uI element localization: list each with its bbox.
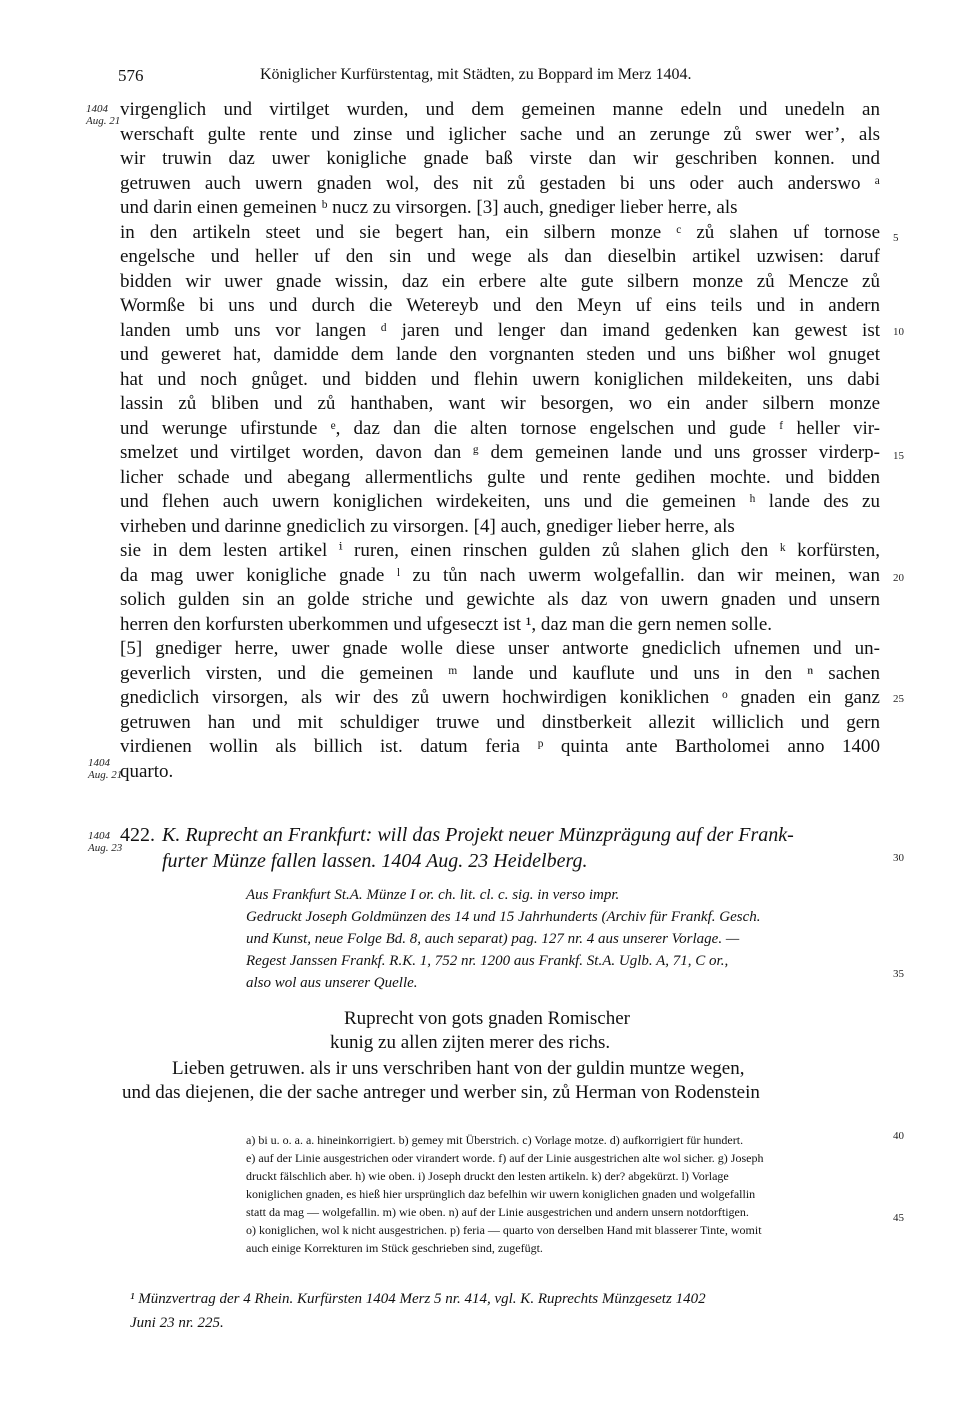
footnote: auch einige Korrekturen im Stück geschrieben sind, zugefügt.	[246, 1241, 543, 1255]
text-line: sie in dem lesten artikel ⁱ ruren, einen rinschen gulden zů slahen glich den ᵏ korfürsten,	[120, 540, 880, 561]
letter-address: kunig zu allen zijten merer des richs.	[330, 1032, 611, 1053]
text-line: virheben und darinne gnediclich zu virsorgen. [4] auch, gnediger lieber herre, als	[120, 515, 735, 537]
text-line: engelsche und heller uf den sin und wege als dan dieselbin artikel uzwisen: daruf	[120, 246, 880, 267]
text-line: gnediclich virsorgen, als wir des zů uwern hochwirdigen koniklichen ᵒ gnaden ein ganz	[120, 687, 880, 708]
line-number: 5	[893, 232, 899, 244]
line-number: 30	[893, 852, 904, 864]
footnote: o) koniglichen, wol k nicht ausgestrichen. p) feria — quarto von derselben Hand mit blasserer Tinte, womit	[246, 1223, 762, 1237]
text-line: lassin zů bliben und zů hanthaben, want wir besorgen, wo ein ander silbern monze	[120, 393, 880, 414]
text-line: getruwen auch uwern gnaden wol, des nit zů gestaden bi uns oder auch anderswo ᵃ	[120, 172, 880, 194]
source-note: Regest Janssen Frankf. R.K. 1, 752 nr. 1200 aus Frankf. St.A. Uglb. A, 71, C or.,	[246, 953, 729, 969]
running-head: Königlicher Kurfürstentag, mit Städten, zu Boppard im Merz 1404.	[260, 66, 692, 83]
footnote: a) bi u. o. a. a. hineinkorrigiert. b) gemey mit Überstrich. c) Vorlage motze. d) aufkorrigiert für hundert.	[246, 1133, 744, 1147]
line-number: 25	[893, 693, 904, 705]
text-line: solich gulden sin an golde striche und gewichte als daz von uwern gnaden und unsern	[120, 589, 880, 610]
footnote: e) auf der Linie ausgestrichen oder virandert worde. f) auf der Linie ausgestrichen alte wol sicher. g) Joseph	[246, 1151, 764, 1165]
text-line: bidden wir uwer gnade wissin, daz ein erbere alte gute silbern monze zů Mencze zů	[120, 270, 880, 292]
text-line: quarto.	[120, 760, 174, 782]
document-title: K. Ruprecht an Frankfurt: will das Projekt neuer Münzprägung auf der Frank-	[162, 824, 794, 846]
text-line: landen umb uns vor langen ᵈ jaren und lenger dan imand gedenken kan gewest ist	[120, 319, 880, 341]
text-line: Wormße bi uns und durch die Wetereyb und den Meyn uf eins teils und in andern	[120, 295, 880, 316]
text-line: in den artikeln steet und sie begert han, ein silbern monze ᶜ zů slahen uf tornose	[120, 221, 880, 243]
source-note: und Kunst, neue Folge Bd. 8, auch separat) pag. 127 nr. 4 aus unserer Vorlage. —	[246, 931, 740, 947]
text-line: virgenglich und virtilget wurden, und dem gemeinen manne edeln und unedeln an	[120, 99, 880, 120]
text-line: getruwen han und mit schuldiger truwe und dinstberkeit allezit williclich und gern	[120, 711, 880, 733]
page-number: 576	[118, 66, 144, 85]
text-line: [5] gnediger herre, uwer gnade wolle diese unser antworte gnediclich ufnemen und un-	[120, 638, 880, 659]
line-number: 15	[893, 450, 904, 462]
line-number: 35	[893, 968, 904, 980]
letter-text: Lieben getruwen. als ir uns verschriben hant von der guldin muntze wegen,	[172, 1058, 745, 1079]
text-line: werschaft gulte rente und zinse und iglicher sache und an zerunge zů swer wer’, als	[120, 123, 880, 145]
numbered-footnote: Juni 23 nr. 225.	[130, 1315, 224, 1331]
footnote: koniglichen gnaden, es hieß hier ursprünglich daz befelhin wir uwern koniglichen gnaden und wolgefallin	[246, 1187, 756, 1201]
source-note: Aus Frankfurt St.A. Münze I or. ch. lit. cl. c. sig. in verso impr.	[246, 887, 620, 903]
margin-date-document: 1404 Aug. 23	[88, 830, 123, 854]
source-note: also wol aus unserer Quelle.	[246, 975, 418, 991]
text-line: herren den korfursten uberkommen und ufgeseczt ist ¹, daz man die gern nemen solle.	[120, 613, 773, 635]
margin-date-top: 1404 Aug. 21	[86, 103, 121, 127]
line-number: 10	[893, 326, 904, 338]
text-line: geverlich virsten, und die gemeinen ᵐ lande und kauflute und uns in den ⁿ sachen	[120, 662, 880, 684]
numbered-footnote: ¹ Münzvertrag der 4 Rhein. Kurfürsten 1404 Merz 5 nr. 414, vgl. K. Ruprechts Münzgesetz 1402	[130, 1291, 706, 1307]
text-line: und flehen auch uwern koniglichen wirdekeiten, uns und die gemeinen ʰ lande des zu	[120, 491, 880, 512]
letter-text: und das diejenen, die der sache antreger und werber sin, zů Herman von Rodenstein	[122, 1082, 760, 1103]
line-number: 40	[893, 1130, 904, 1142]
line-number: 20	[893, 572, 904, 584]
text-line: und geweret hat, damidde dem lande den vorgnanten steden und uns bißher wol gnuget	[120, 344, 880, 365]
line-number: 45	[893, 1212, 904, 1224]
text-line: und darin einen gemeinen ᵇ nucz zu virsorgen. [3] auch, gnediger lieber herre, als	[120, 197, 738, 218]
letter-address: Ruprecht von gots gnaden Romischer	[344, 1008, 631, 1029]
source-note: Gedruckt Joseph Goldmünzen des 14 und 15 Jahrhunderts (Archiv für Frankf. Gesch.	[246, 909, 761, 925]
margin-date-bottom: 1404 Aug. 21	[88, 757, 123, 781]
text-line: virdienen wollin als billich ist. datum feria ᵖ quinta ante Bartholomei anno 1400	[120, 736, 880, 757]
footnote: statt da mag — wolgefallin. m) wie oben. n) auf der Linie ausgestrichen und andern unsern notdorftigen.	[246, 1205, 749, 1219]
document-title-continued: furter Münze fallen lassen. 1404 Aug. 23 Heidelberg.	[162, 850, 588, 872]
text-line: da mag uwer konigliche gnade ˡ zu tůn nach uwerm wolgefallin. dan wir meinen, wan	[120, 564, 880, 586]
text-line: und werunge ufirstunde ᵉ, daz dan die alten tornose engelschen und gude ᶠ heller vir-	[120, 417, 880, 439]
text-line: smelzet und virtilget worden, davon dan ᵍ dem gemeinen lande und uns grosser virderp-	[120, 442, 880, 463]
text-line: hat und noch gnůget. und bidden und flehin uwern koniglichen mildekeiten, uns dabi	[120, 368, 880, 390]
document-number: 422.	[120, 824, 155, 846]
text-line: wir truwin daz uwer konigliche gnade baß virste dan wir geschriben konnen. und	[120, 148, 880, 169]
text-line: licher schade und abegang allermentlichs gulte und rente gedihen mochte. und bidden	[120, 466, 880, 488]
footnote: druckt fälschlich aber. h) wie oben. i) Joseph druckt den lesten artikeln. k) der? abgekürzt. l) Vorlage	[246, 1169, 729, 1183]
